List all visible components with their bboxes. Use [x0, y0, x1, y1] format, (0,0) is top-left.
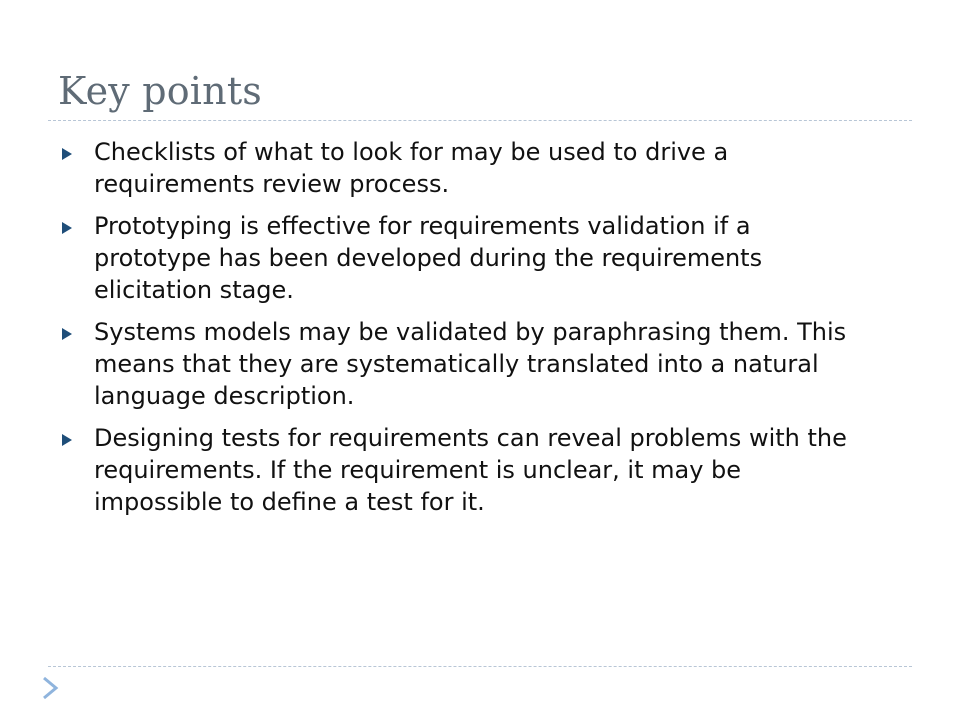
- bullet-list: [62, 136, 862, 528]
- slide-title: Key points: [58, 69, 263, 113]
- triangle-right-icon: [62, 422, 94, 446]
- footer-divider: [48, 666, 912, 667]
- bullet-item: [62, 136, 862, 200]
- arrow-right-icon[interactable]: [42, 676, 60, 700]
- bullet-text: Checklists of what to look for may be used to drive a requirements review process.: [94, 138, 729, 198]
- bullet-text: Prototyping is effective for requirements validation if a prototype has been developed during the requirements elicitation stage.: [94, 212, 763, 304]
- triangle-right-icon: [62, 210, 94, 234]
- triangle-right-icon: [62, 136, 94, 160]
- triangle-right-icon: [62, 316, 94, 340]
- title-divider: [48, 120, 912, 121]
- bullet-item: [62, 422, 862, 518]
- bullet-text: Designing tests for requirements can reveal problems with the requirements. If the requirement is unclear, it may be impossible to define a test for it.: [94, 424, 847, 516]
- bullet-item: [62, 210, 862, 306]
- bullet-text: Systems models may be validated by paraphrasing them. This means that they are systematically translated into a natural language description.: [94, 318, 847, 410]
- bullet-item: [62, 316, 862, 412]
